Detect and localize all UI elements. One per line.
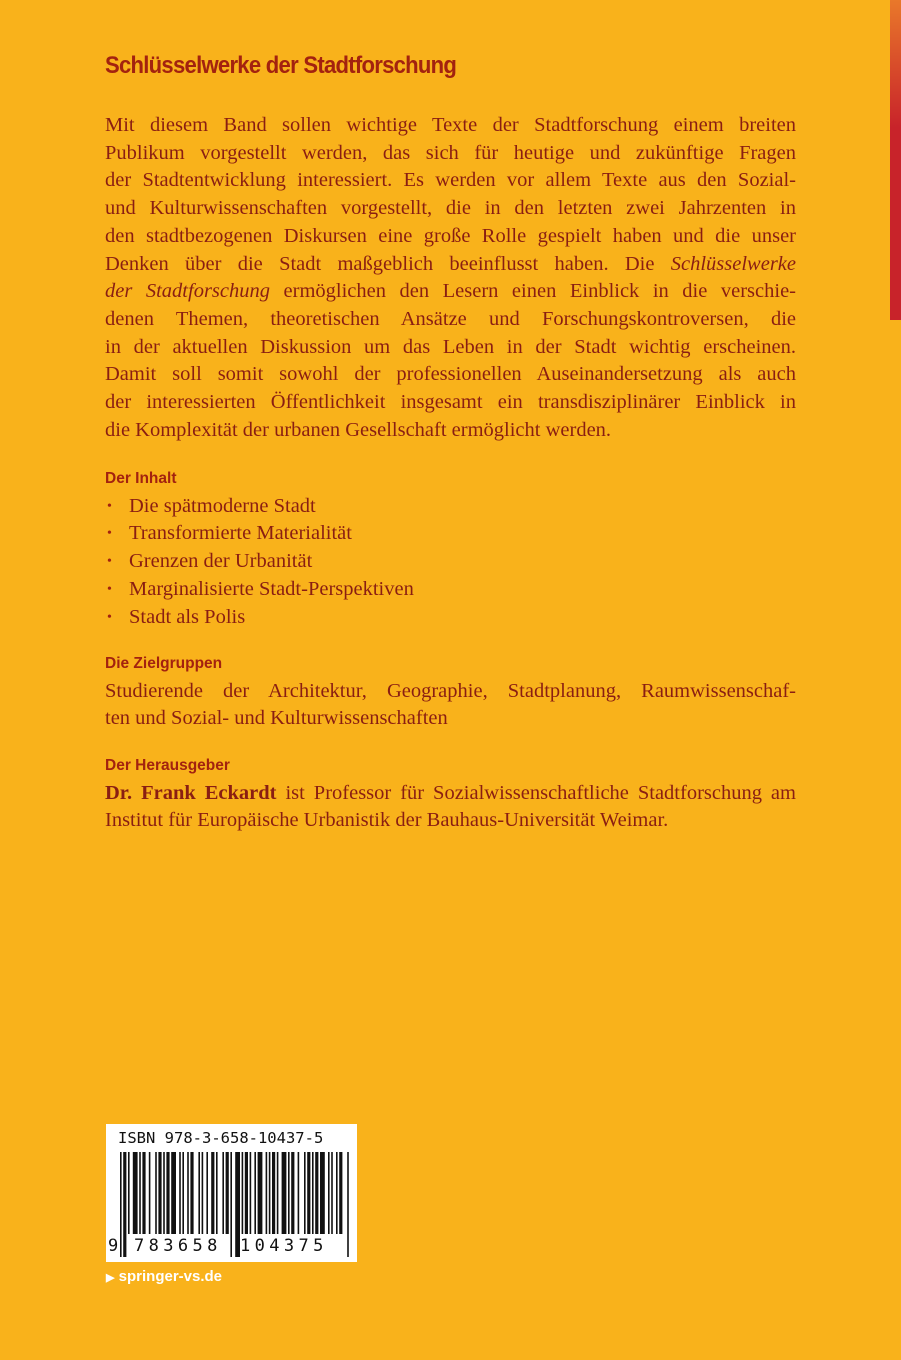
barcode-bar (166, 1152, 169, 1234)
barcode-bar (158, 1152, 161, 1234)
barcode-bar (198, 1152, 200, 1234)
barcode-bar (230, 1152, 232, 1257)
intro-line: der interessierten Öffentlichkeit insgesamt ein transdisziplinärer Einblick in (105, 391, 796, 414)
barcode-bar (304, 1152, 306, 1234)
barcode-bar (216, 1152, 218, 1234)
barcode-bar (123, 1152, 126, 1257)
intro-line: Mit diesem Band sollen wichtige Texte der Stadtforschung einem breiten (105, 114, 796, 136)
barcode-bar (288, 1152, 290, 1234)
contents-item: • Grenzen der Urbanität (105, 548, 796, 576)
isbn-text: ISBN 978-3-658-10437-5 (118, 1129, 324, 1147)
contents-heading: Der Inhalt (105, 470, 177, 487)
contents-item: • Marginalisierte Stadt-Perspektiven (105, 576, 796, 604)
intro-paragraph (105, 112, 796, 444)
editor-name: Dr. Frank Eckardt (105, 781, 277, 804)
series-title: Schlüsselwerke der Stadtforschung (105, 52, 457, 79)
barcode-bar (128, 1152, 130, 1234)
barcode-bar (171, 1152, 176, 1234)
barcode-bar (242, 1152, 244, 1234)
barcode-bar (339, 1152, 342, 1234)
barcode-bar (269, 1152, 271, 1234)
audience-line: Studierende der Architektur, Geographie, Stadtplanung, Raumwissenschaf- (105, 679, 796, 702)
barcode-bar (331, 1152, 333, 1234)
barcode-bar (282, 1152, 287, 1234)
barcode-bar (272, 1152, 275, 1234)
contents-section (105, 465, 796, 631)
barcode-bar (291, 1152, 294, 1234)
barcode-bar (277, 1152, 279, 1234)
isbn-barcode (106, 1124, 357, 1262)
audience-line: ten und Sozial- und Kulturwissenschaften (105, 707, 448, 730)
barcode-bar (187, 1152, 189, 1234)
barcode-bar (222, 1152, 224, 1234)
barcode-bar (312, 1152, 314, 1234)
triangle-right-icon: ▶ (106, 1272, 115, 1284)
editor-line: Dr. Frank Eckardt ist Professor für Sozialwissenschaftliche Stadtforschung am (105, 781, 796, 804)
intro-line: der Stadtentwicklung interessiert. Es werden vor allem Texte aus den Sozial- (105, 169, 796, 192)
barcode-bar (149, 1152, 151, 1234)
barcode-bar (133, 1152, 138, 1234)
barcode-bar (163, 1152, 165, 1234)
contents-item: • Transformierte Materialität (105, 520, 796, 548)
barcode-bar (320, 1152, 325, 1234)
audience-heading: Die Zielgruppen (105, 655, 223, 672)
barcode-right-digits: 104375 (240, 1236, 328, 1256)
barcode-bar (226, 1152, 229, 1234)
intro-line: der Stadtforschung ermöglichen den Lesern einen Einblick in die verschie- (105, 280, 796, 303)
barcode-bar (347, 1152, 349, 1257)
contents-item: • Die spätmoderne Stadt (105, 493, 796, 521)
barcode-bar (258, 1152, 263, 1234)
intro-line: und Kulturwissenschaften vorgestellt, die in den letzten zwei Jahrzenten in (105, 197, 796, 220)
intro-line: Denken über die Stadt maßgeblich beeinflusst haben. Die Schlüsselwerke (105, 252, 796, 275)
barcode-bar (190, 1152, 193, 1234)
barcode-bar (139, 1152, 141, 1234)
barcode-bar (179, 1152, 181, 1234)
barcode-left-digits: 783658 (134, 1236, 222, 1256)
intro-line: den stadtbezogenen Diskursen eine große Rolle gespielt haben und die unser (105, 224, 796, 247)
barcode-bar (250, 1152, 252, 1234)
barcode-bar (202, 1152, 204, 1234)
audience-section (105, 650, 796, 733)
spine-edge-strip (890, 0, 901, 320)
barcode-bar (206, 1152, 208, 1234)
barcode-bar (211, 1152, 214, 1234)
barcode-bar (245, 1152, 248, 1234)
intro-line: die Komplexität der urbanen Gesellschaft ermöglicht werden. (105, 418, 612, 441)
intro-line: denen Themen, theoretischen Ansätze und Forschungskontroversen, die (105, 307, 796, 330)
editor-section (105, 752, 796, 835)
barcode-bar (182, 1152, 184, 1234)
barcode-bar (142, 1152, 145, 1234)
barcode-bar (298, 1152, 300, 1234)
barcode-bar (266, 1152, 268, 1234)
intro-line: in der aktuellen Diskussion um das Leben in der Stadt wichtig erscheinen. (105, 335, 796, 358)
barcode-bar (155, 1152, 157, 1234)
editor-heading: Der Herausgeber (105, 757, 230, 774)
barcode-bar (315, 1152, 318, 1234)
editor-line: Institut für Europäische Urbanistik der Bauhaus-Universität Weimar. (105, 809, 669, 832)
website-link[interactable]: ▶ springer-vs.de (106, 1268, 223, 1285)
barcode-first-digit: 9 (108, 1236, 119, 1256)
barcode-bar (120, 1152, 122, 1257)
barcode-bar (336, 1152, 338, 1234)
barcode-bar (254, 1152, 256, 1234)
barcode-bar (328, 1152, 330, 1234)
intro-line: Damit soll somit sowohl der professionellen Auseinandersetzung als auch (105, 363, 796, 386)
contents-item: • Stadt als Polis (105, 604, 796, 632)
barcode-bar (307, 1152, 310, 1234)
intro-line: Publikum vorgestellt werden, das sich für heutige und zukünftige Fragen (105, 141, 796, 164)
